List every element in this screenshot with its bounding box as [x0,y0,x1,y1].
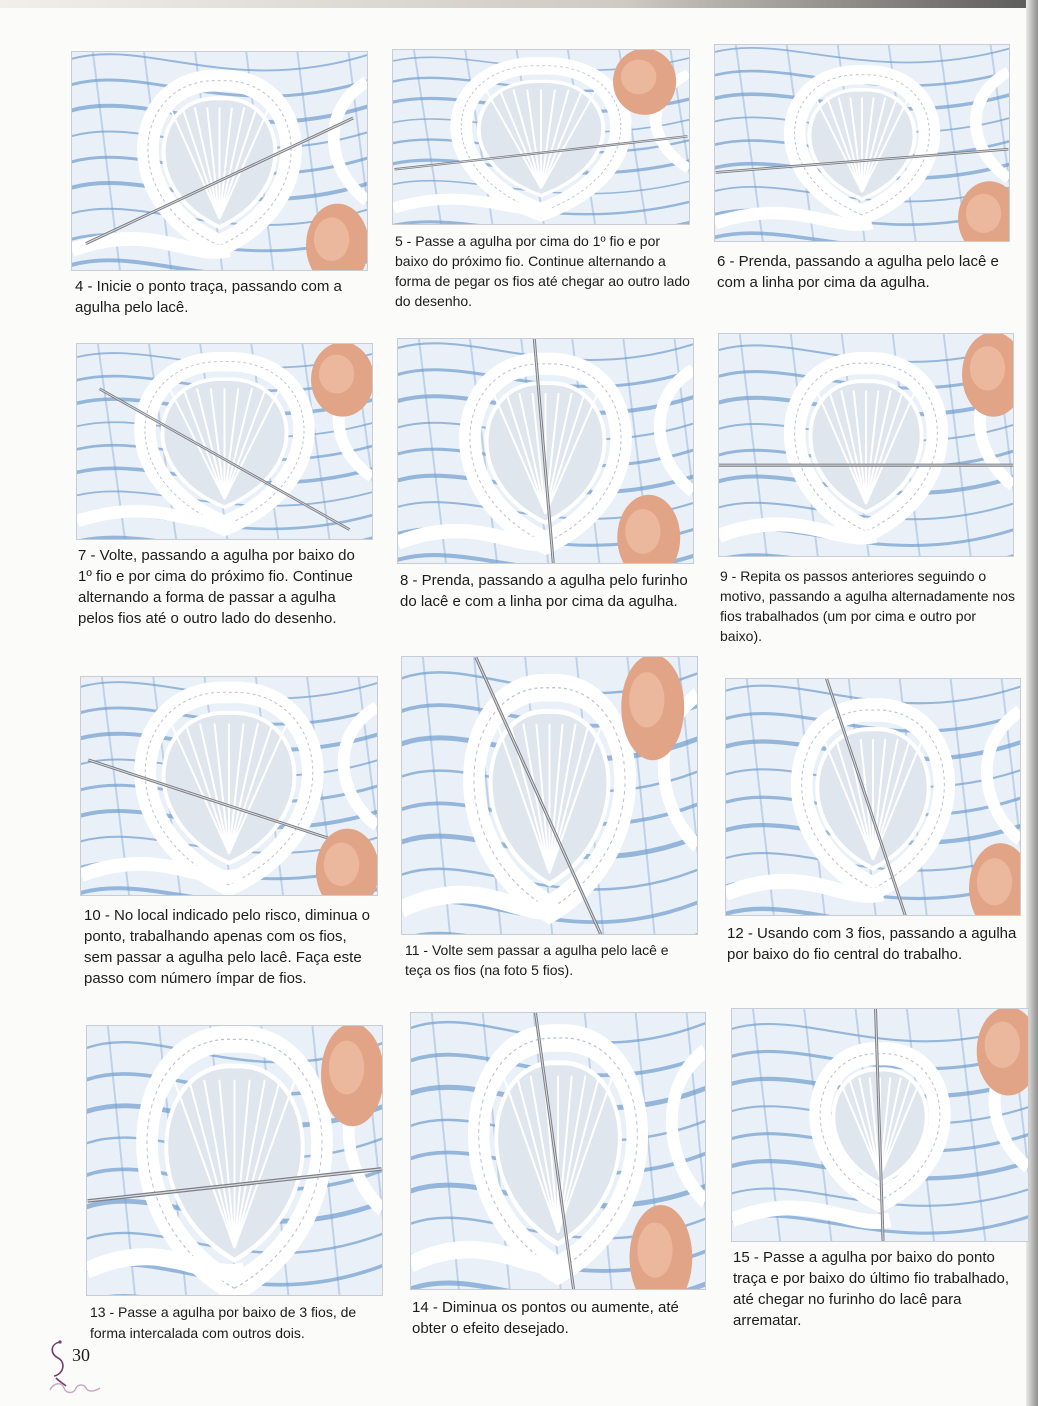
step-10-photo [80,676,378,896]
step-12-photo [725,678,1021,916]
step-15-photo [731,1008,1029,1242]
step-14-caption: 14 - Diminua os pontos ou aumente, até obter o efeito desejado. [412,1299,679,1337]
lace-work-illustration [87,1026,382,1295]
lace-work-illustration [77,344,372,539]
step-11-photo [401,656,698,935]
step-6-caption: 6 - Prenda, passando a agulha pelo lacê e com a linha por cima da agulha. [717,253,999,291]
step-7-photo [76,343,373,540]
lace-work-illustration [411,1013,705,1289]
step-6-photo [714,44,1010,242]
step-11-caption: 11 - Volte sem passar a agulha pelo lacê e teça os fios (na foto 5 fios). [405,942,669,978]
lace-work-illustration [732,1009,1028,1241]
lace-work-illustration [726,679,1020,915]
step-7-caption: 7 - Volte, passando a agulha por baixo do 1º fio e por cima do próximo fio. Continue alternando a forma de passar a agulha pelos fios até o outro lado do desenho. [78,547,355,627]
lace-work-illustration [398,339,693,563]
step-9-caption: 9 - Repita os passos anteriores seguindo o motivo, passando a agulha alternadamente nos fios trabalhados (um por cima e outro por baixo). [720,568,1015,644]
lace-work-illustration [72,52,367,270]
step-5-caption: 5 - Passe a agulha por cima do 1º fio e por baixo do próximo fio. Continue alternando a forma de pegar os fios até chegar ao outro lado do desenho. [395,233,690,309]
step-9-photo [718,333,1014,557]
page-number: 30 [72,1345,90,1365]
step-5-photo [392,49,690,225]
step-4-photo [71,51,368,271]
step-15-caption: 15 - Passe a agulha por baixo do ponto traça e por baixo do último fio trabalhado, até chegar no furinho do lacê para arrematar. [733,1249,1009,1329]
step-13-photo [86,1025,383,1296]
step-4-caption: 4 - Inicie o ponto traça, passando com a agulha pelo lacê. [75,278,342,316]
step-8-caption: 8 - Prenda, passando a agulha pelo furinho do lacê e com a linha por cima da agulha. [400,572,688,610]
lace-work-illustration [81,677,377,895]
page-top-edge [0,0,1038,8]
swirl-ornament-icon [46,1380,106,1396]
step-13-caption: 13 - Passe a agulha por baixo de 3 fios, de forma intercalada com outros dois. [90,1304,357,1341]
step-8-photo [397,338,694,564]
step-10-caption: 10 - No local indicado pelo risco, diminua o ponto, trabalhando apenas com os fios, sem passar a agulha pelo lacê. Faça este passo com número ímpar de fios. [84,907,370,987]
step-14-photo [410,1012,706,1290]
lace-work-illustration [402,657,697,934]
step-12-caption: 12 - Usando com 3 fios, passando a agulha por baixo do fio central do trabalho. [727,925,1017,963]
lace-work-illustration [393,50,689,224]
lace-work-illustration [715,45,1009,241]
lace-work-illustration [719,334,1013,556]
